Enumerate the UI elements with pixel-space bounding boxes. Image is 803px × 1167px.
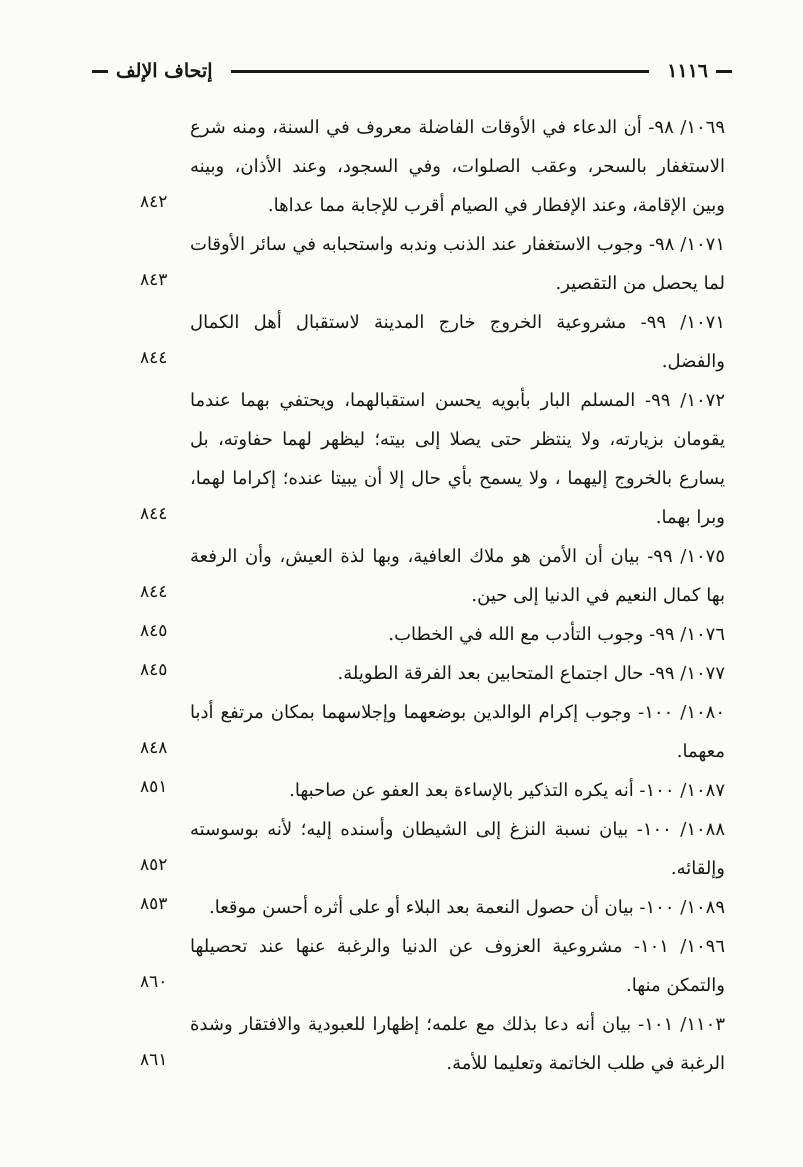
- entry-page-ref: ٨٤٤: [140, 582, 168, 602]
- index-entry: [0, 303, 725, 381]
- index-entry: [0, 810, 725, 888]
- entry-page-ref: ٨٤٤: [140, 348, 168, 368]
- index-entry: [0, 615, 725, 654]
- entry-text: ١٠٧٧/ ٩٩- حال اجتماع المتحابين بعد الفرقة الطويلة.: [337, 663, 725, 684]
- index-entry: [0, 693, 725, 771]
- header-dash-left: [92, 70, 108, 73]
- index-entry: [0, 1005, 725, 1083]
- entry-text: ١٠٨٧/ ١٠٠- أنه يكره التذكير بالإساءة بعد العفو عن صاحبها.: [289, 780, 725, 801]
- page-number: ١١١٦: [667, 60, 708, 82]
- entry-text: ١٠٧٥/ ٩٩- بيان أن الأمن هو ملاك العافية، وبها لذة العيش، وأن الرفعة بها كمال النعيم في الدنيا إلى حين.: [190, 546, 725, 606]
- entry-text: ١٠٧٢/ ٩٩- المسلم البار بأبويه يحسن استقبالهما، ويحتفي بهما عندما يقومان بزيارته، ولا ينتظر حتى يصلا إلى بيته؛ ليظهر لهما حفاوته، بل يسارع بالخروج إليهما ، ولا يسمح بأي حال إلا أن يبيتا عنده؛ إكراما لهما، وبرا بهما.: [190, 390, 725, 528]
- entry-page-ref: ٨٦٠: [140, 972, 168, 992]
- entry-text: ١٠٨٠/ ١٠٠- وجوب إكرام الوالدين بوضعهما وإجلاسهما بمكان مرتفع أدبا معهما.: [190, 702, 725, 762]
- entry-page-ref: ٨٤٣: [140, 270, 168, 290]
- entry-page-ref: ٨٤٥: [140, 621, 168, 641]
- entry-text: ١٠٧١/ ٩٨- وجوب الاستغفار عند الذنب وندبه واستحبابه في سائر الأوقات لما يحصل من التقصير.: [190, 234, 725, 294]
- entry-text: ١٠٧٦/ ٩٩- وجوب التأدب مع الله في الخطاب.: [388, 624, 725, 645]
- entry-page-ref: ٨٥١: [140, 777, 168, 797]
- entry-text: ١٠٩٦/ ١٠١- مشروعية العزوف عن الدنيا والرغبة عنها عند تحصيلها والتمكن منها.: [190, 936, 726, 996]
- entry-page-ref: ٨٤٨: [140, 738, 168, 758]
- entry-page-ref: ٨٤٢: [140, 192, 168, 212]
- index-entry: [0, 537, 725, 615]
- book-title: إتحاف الإلف: [116, 60, 213, 82]
- index-entry: [0, 654, 725, 693]
- entry-text: ١٠٨٩/ ١٠٠- بيان أن حصول النعمة بعد البلاء أو على أثره أحسن موقعا.: [209, 897, 725, 918]
- index-entries: [0, 108, 803, 1083]
- page-header: [92, 56, 732, 86]
- entry-page-ref: ٨٦١: [140, 1050, 168, 1070]
- entry-text: ١٠٨٨/ ١٠٠- بيان نسبة النزغ إلى الشيطان وأسنده إليه؛ لأنه بوسوسته وإلقائه.: [190, 819, 725, 879]
- header-dash-right: [716, 70, 732, 73]
- entry-text: ١١٠٣/ ١٠١- بيان أنه دعا بذلك مع علمه؛ إظهارا للعبودية والافتقار وشدة الرغبة في طلب الخاتمة وتعليما للأمة.: [190, 1014, 725, 1074]
- index-entry: [0, 381, 725, 537]
- entry-text: ١٠٧١/ ٩٩- مشروعية الخروج خارج المدينة لاستقبال أهل الكمال والفضل.: [190, 312, 725, 372]
- entry-page-ref: ٨٥٣: [140, 894, 168, 914]
- index-entry: [0, 927, 725, 1005]
- index-entry: [0, 888, 725, 927]
- index-entry: [0, 771, 725, 810]
- entry-page-ref: ٨٥٢: [140, 855, 168, 875]
- entry-page-ref: ٨٤٤: [140, 504, 168, 524]
- entry-page-ref: ٨٤٥: [140, 660, 168, 680]
- header-rule: [231, 70, 650, 73]
- entry-text: ١٠٦٩/ ٩٨- أن الدعاء في الأوقات الفاضلة معروف في السنة، ومنه شرع الاستغفار بالسحر، وعقب الصلوات، وفي السجود، وعند الأذان، وبينه وبين الإقامة، وعند الإفطار في الصيام أقرب للإجابة مما عداها.: [190, 117, 725, 216]
- index-entry: [0, 108, 725, 225]
- index-entry: [0, 225, 725, 303]
